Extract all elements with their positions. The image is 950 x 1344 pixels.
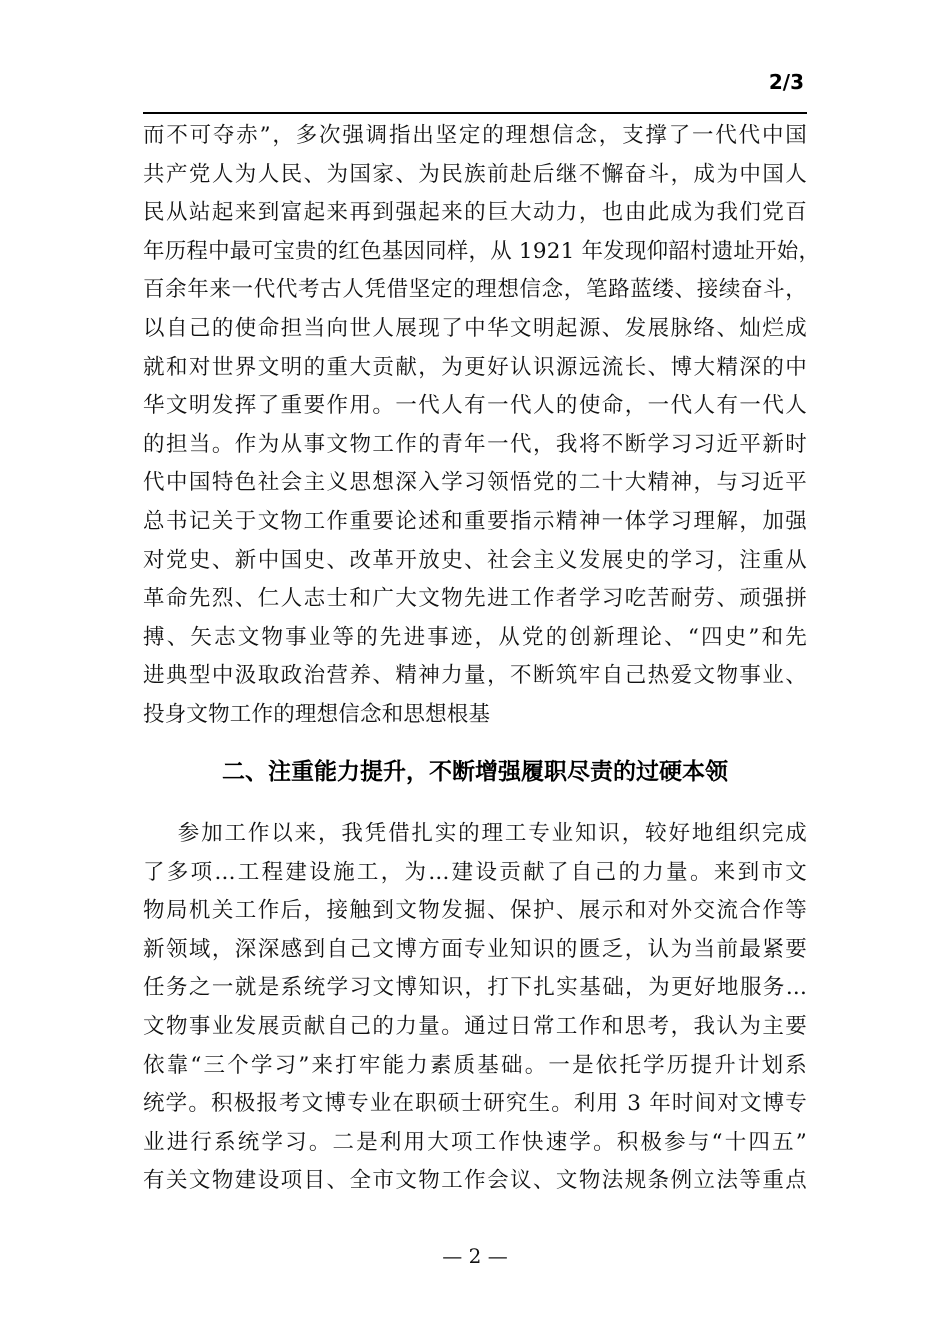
- text-line: 对党史、新中国史、改革开放史、社会主义发展史的学习，注重从: [143, 547, 807, 573]
- text-line: 了多项...工程建设施工，为...建设贡献了自己的力量。来到市文: [143, 859, 807, 885]
- text-line: 共产党人为人民、为国家、为民族前赴后继不懈奋斗，成为中国人: [143, 161, 807, 187]
- text-line: 任务之一就是系统学习文博知识，打下扎实基础，为更好地服务...: [143, 975, 807, 1001]
- text-line: 年历程中最可宝贵的红色基因同样，从 1921 年发现仰韶村遗址开始，: [143, 238, 821, 264]
- text-line: 有关文物建设项目、全市文物工作会议、文物法规条例立法等重点: [143, 1168, 807, 1194]
- text-line: 文物事业发展贡献自己的力量。通过日常工作和思考，我认为主要: [143, 1013, 807, 1039]
- text-line: 参加工作以来，我凭借扎实的理工专业知识，较好地组织完成: [143, 821, 807, 846]
- text-line: 代中国特色社会主义思想深入学习领悟党的二十大精神，与习近平: [143, 470, 807, 496]
- text-line: 革命先烈、仁人志士和广大文物先进工作者学习吃苦耐劳、顽强拼: [143, 586, 807, 612]
- text-line: 投身文物工作的理想信念和思想根基: [143, 701, 491, 727]
- text-line: 物局机关工作后，接触到文物发掘、保护、展示和对外交流合作等: [143, 898, 807, 924]
- text-line: 以自己的使命担当向世人展现了中华文明起源、发展脉络、灿烂成: [143, 315, 807, 341]
- text-line: 华文明发挥了重要作用。一代人有一代人的使命，一代人有一代人: [143, 393, 807, 419]
- text-line: 就和对世界文明的重大贡献，为更好认识源远流长、博大精深的中: [143, 354, 807, 380]
- header-page-indicator: 2/3: [768, 70, 804, 94]
- paragraph-1: [143, 117, 821, 735]
- text-line: 业进行系统学习。二是利用大项工作快速学。积极参与“十四五”: [143, 1129, 807, 1155]
- text-line: 民从站起来到富起来再到强起来的巨大动力，也由此成为我们党百: [143, 200, 807, 226]
- text-line: 总书记关于文物工作重要论述和重要指示精神一体学习理解，加强: [143, 508, 807, 534]
- footer-page-number: — 2 —: [442, 1244, 508, 1268]
- text-line: 新领域，深深感到自己文博方面专业知识的匮乏，认为当前最紧要: [143, 936, 807, 962]
- text-line: 的担当。作为从事文物工作的青年一代，我将不断学习习近平新时: [143, 431, 807, 457]
- section-heading: 二、注重能力提升，不断增强履职尽责的过硬本领: [222, 759, 728, 785]
- text-line: 搏、矢志文物事业等的先进事迹，从党的创新理论、“四史”和先: [143, 624, 807, 650]
- text-line: 统学。积极报考文博专业在职硕士研究生。利用 3 年时间对文博专: [143, 1091, 807, 1117]
- text-line: 百余年来一代代考古人凭借坚定的理想信念，笔路蓝缕、接续奋斗，: [143, 277, 807, 303]
- text-line: 进典型中汲取政治营养、精神力量，不断筑牢自己热爱文物事业、: [143, 663, 807, 689]
- text-line: 而不可夺赤”，多次强调指出坚定的理想信念，支撑了一代代中国: [143, 123, 807, 148]
- header-rule: [143, 112, 807, 114]
- paragraph-2: [143, 815, 807, 1201]
- text-line: 依靠“三个学习”来打牢能力素质基础。一是依托学历提升计划系: [143, 1052, 807, 1078]
